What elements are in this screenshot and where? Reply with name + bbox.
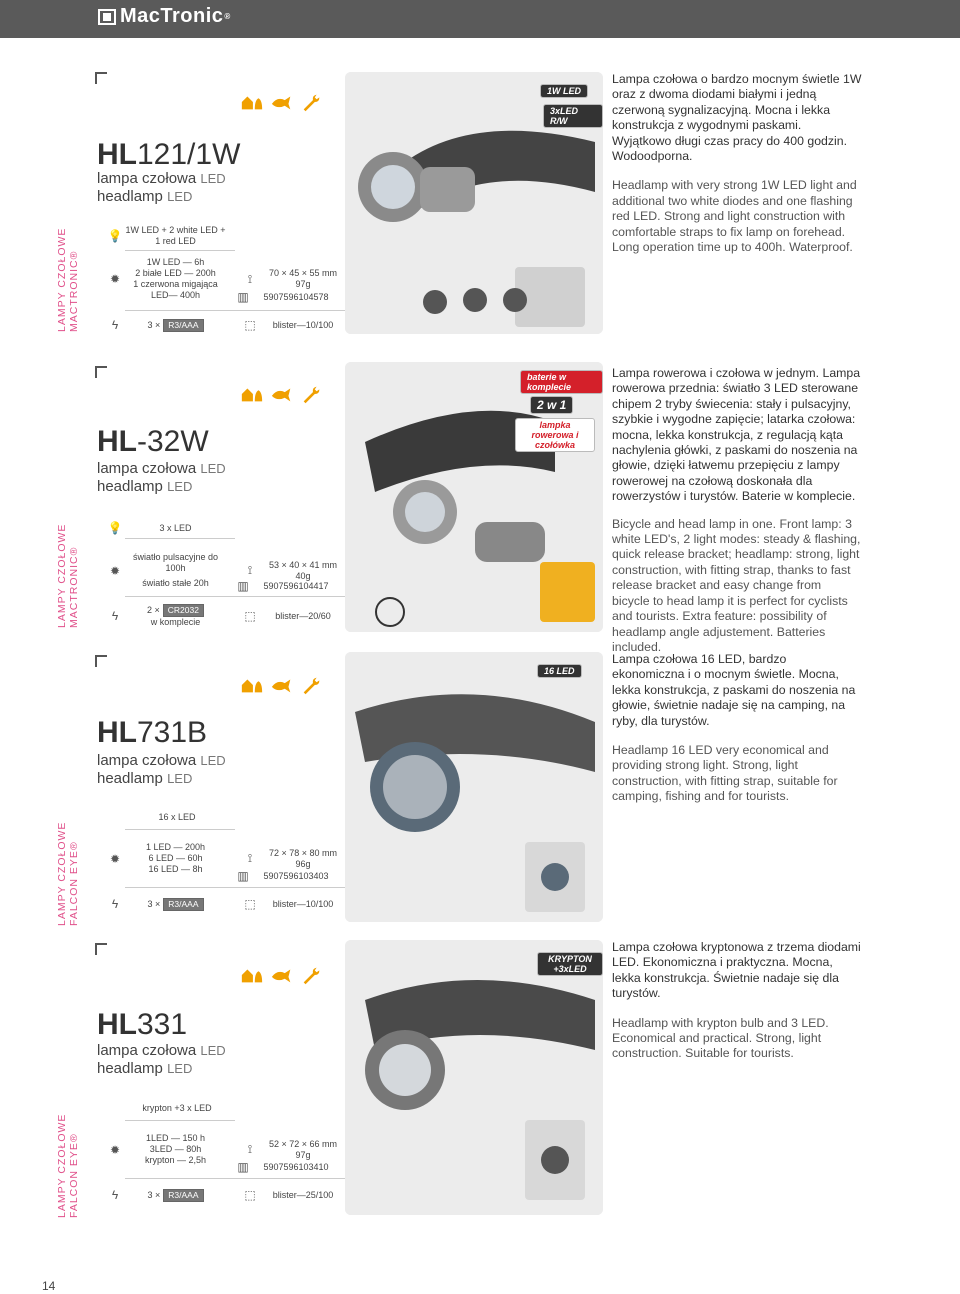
badge-2in1: 2 w 1 xyxy=(530,396,573,414)
badge-1w-led: 1W LED xyxy=(540,84,588,98)
product-photo xyxy=(345,72,603,334)
spec-light-row xyxy=(107,520,357,536)
side-category-label: LAMPY CZOŁOWE MACTRONIC® xyxy=(56,227,80,332)
logo-icon xyxy=(98,9,116,25)
spec-light: krypton +3 x LED xyxy=(142,1103,212,1113)
description-pl: Lampa czołowa 16 LED, bardzo ekonomiczna i o mocnym świetle. Mocna, lekka konstrukcja, z paskami do noszenia na głowie, świetnie nadaje się na camping, na ryby, dla turystów. xyxy=(612,652,856,728)
barcode-icon: ▥ xyxy=(237,579,249,593)
product-photo xyxy=(345,652,603,922)
sun-icon: ✹ xyxy=(109,272,121,286)
spec-dims: 72 × 78 × 80 mm 96g xyxy=(268,847,338,869)
package-icon: ⬚ xyxy=(244,609,256,623)
fishing-icon xyxy=(270,675,294,695)
camping-icon xyxy=(240,384,264,404)
battery-icon: ϟ xyxy=(111,609,119,623)
badge-krypton: KRYPTON +3xLED xyxy=(537,952,603,976)
battery-icon: ϟ xyxy=(111,1188,119,1202)
spec-battery: 3 × R3/AAA xyxy=(123,1189,228,1202)
spec-dims: 52 × 72 × 66 mm 97g xyxy=(268,1138,338,1160)
description xyxy=(612,652,862,805)
spec-modes: 1LED — 150 h 3LED — 80h krypton — 2,5h xyxy=(144,1133,207,1165)
brand-logo xyxy=(98,5,231,28)
top-bar xyxy=(0,0,960,38)
camping-icon xyxy=(240,92,264,112)
usage-icons xyxy=(240,965,324,985)
headlamp-image xyxy=(345,940,603,1215)
spec-pack: blister—10/100 xyxy=(272,319,334,330)
product-title: HL331 xyxy=(97,1008,188,1041)
page-number: 14 xyxy=(42,1279,56,1293)
dimensions-icon: ⟟ xyxy=(247,1142,253,1156)
headlamp-image xyxy=(345,652,603,922)
product-title: HL-32W xyxy=(97,425,209,458)
spec-light-row xyxy=(107,225,357,247)
spec-pack: blister—20/60 xyxy=(275,610,331,621)
description xyxy=(612,72,862,255)
tools-icon xyxy=(300,675,324,695)
registered-mark: ® xyxy=(224,12,231,21)
spec-battery-row xyxy=(107,317,357,333)
spec-ean: 5907596104578 xyxy=(263,291,329,302)
spec-dims: 53 × 40 × 41 mm 40g xyxy=(268,559,338,581)
spec-light: 1W LED + 2 white LED + 1 red LED xyxy=(125,225,226,246)
spec-ean: 5907596103410 xyxy=(263,1161,329,1172)
fishing-icon xyxy=(270,384,294,404)
product-subtitle: lampa czołowa LED headlamp LED xyxy=(97,752,226,787)
barcode-icon: ▥ xyxy=(237,1160,249,1174)
product-subtitle: lampa czołowa LED headlamp LED xyxy=(97,170,226,205)
barcode-icon: ▥ xyxy=(237,869,249,883)
fishing-icon xyxy=(270,965,294,985)
description-pl: Lampa czołowa o bardzo mocnym świetle 1W oraz z dwoma diodami białymi i jedną czerwoną sygnalizacyjną. Mocna i lekka konstrukcja z wygodnymi paskami. Wyjątkowo długi czas pracy do 400 godzin. Wodoodporna. xyxy=(612,72,862,164)
product-title: HL121/1W xyxy=(97,138,241,171)
spec-light-row xyxy=(127,812,377,823)
spec-ean: 5907596103403 xyxy=(263,870,329,881)
bulb-icon: 💡 xyxy=(107,521,123,535)
usage-icons xyxy=(240,675,324,695)
description-en: Headlamp with very strong 1W LED light and additional two white diodes and one flashing red LED. Strong and light construction with comfortable straps to fix lamp on forehead. Long operation time up to 400h. Waterproof. xyxy=(612,178,857,255)
spec-modes: 1 LED — 200h 6 LED — 60h 16 LED — 8h xyxy=(145,842,206,874)
corner-mark xyxy=(95,943,107,955)
camping-icon xyxy=(240,965,264,985)
badge-16led: 16 LED xyxy=(537,664,582,678)
spec-battery-row xyxy=(107,896,357,912)
product-photo xyxy=(345,940,603,1215)
spec-pack: blister—25/100 xyxy=(272,1189,334,1200)
spec-modes: światło pulsacyjne do 100h światło stałe 20h xyxy=(132,552,219,588)
usage-icons xyxy=(240,384,324,404)
description-pl: Lampa rowerowa i czołowa w jednym. Lampa rowerowa przednia: światło 3 LED sterowane chipem 2 tryby świecenia: stały i pulsacyjny, szybkie i wygodne zapięcie; latarka czołowa: mocna, lekka konstrukcja, z regulacją kąta nachylenia główki, z paskami do noszenia na głowie, dzięki łatwemu przepięciu z lampy rowerowej na czołową doskonała dla rowerzystów i turystów. Baterie w komplecie. xyxy=(612,366,861,504)
brand-name: MacTronic xyxy=(120,5,224,27)
spec-modes: 1W LED — 6h 2 białe LED — 200h 1 czerwona migająca LED— 400h xyxy=(133,257,218,300)
side-category-label: LAMPY CZOŁOWE FALCON EYE® xyxy=(56,821,80,926)
badge-bike-head: lampka rowerowa i czołówka xyxy=(515,418,595,452)
description xyxy=(612,366,862,655)
spec-battery-row xyxy=(107,604,357,628)
spec-battery: 3 × R3/AAA xyxy=(123,319,228,332)
spec-light-row xyxy=(127,1103,377,1114)
badge-3xled: 3xLED R/W xyxy=(543,104,603,128)
corner-mark xyxy=(95,72,107,84)
bulb-icon: 💡 xyxy=(107,229,123,243)
side-category-label: LAMPY CZOŁOWE FALCON EYE® xyxy=(56,1113,80,1218)
sun-icon: ✹ xyxy=(109,851,121,866)
battery-icon: ϟ xyxy=(111,318,119,332)
badge-batteries: baterie w komplecie xyxy=(520,370,603,394)
product-subtitle: lampa czołowa LED headlamp LED xyxy=(97,1042,226,1077)
package-icon: ⬚ xyxy=(244,1188,256,1202)
camping-icon xyxy=(240,675,264,695)
sun-icon: ✹ xyxy=(109,563,121,578)
description-pl: Lampa czołowa kryptonowa z trzema diodami LED. Ekonomiczna i praktyczna. Mocna, lekka konstrukcja. Świetnie nadaje się dla turystów. xyxy=(612,940,861,1001)
product-title: HL731B xyxy=(97,716,208,749)
package-icon: ⬚ xyxy=(244,897,256,911)
side-category-label: LAMPY CZOŁOWE MACTRONIC® xyxy=(56,523,80,628)
usage-icons xyxy=(240,92,324,112)
tools-icon xyxy=(300,965,324,985)
tools-icon xyxy=(300,384,324,404)
dimensions-icon: ⟟ xyxy=(247,271,253,286)
dimensions-icon: ⟟ xyxy=(247,851,253,865)
description xyxy=(612,940,862,1062)
product-subtitle: lampa czołowa LED headlamp LED xyxy=(97,460,226,495)
battery-icon: ϟ xyxy=(111,897,119,911)
tools-icon xyxy=(300,92,324,112)
product-photo xyxy=(345,362,603,632)
description-en: Headlamp with krypton bulb and 3 LED. Economical and practical. Strong, light construction. Suitable for tourists. xyxy=(612,1015,829,1061)
spec-battery: 2 × CR2032 w komplecie xyxy=(123,604,228,628)
package-icon: ⬚ xyxy=(244,318,256,332)
barcode-icon: ▥ xyxy=(237,290,249,304)
spec-dims: 70 × 45 × 55 mm 97g xyxy=(268,268,338,289)
sun-icon: ✹ xyxy=(109,1142,121,1157)
spec-battery: 3 × R3/AAA xyxy=(123,898,228,911)
dimensions-icon: ⟟ xyxy=(247,563,253,577)
description-en: Bicycle and head lamp in one. Front lamp: 3 white LED's, 2 light modes: steady & flashing, quick release bracket; headlamp: strong, light construction, with fitting strap, thanks to fast release bracket and easy change from bicycle to head lamp it is perfect for cyclists and tourists. Extra feature: possibility of headlamp angle adjustement. Batteries included. xyxy=(612,516,861,654)
spec-ean: 5907596104417 xyxy=(263,580,329,591)
description-en: Headlamp 16 LED very economical and providing strong light. Strong, light construction, with fitting strap, suitable for camping, fishing and for tourists. xyxy=(612,743,838,804)
corner-mark xyxy=(95,366,107,378)
spec-light: 16 x LED xyxy=(158,812,196,822)
spec-battery-row xyxy=(107,1187,357,1203)
spec-pack: blister—10/100 xyxy=(272,898,334,909)
fishing-icon xyxy=(270,92,294,112)
corner-mark xyxy=(95,655,107,667)
spec-light: 3 x LED xyxy=(159,522,192,533)
